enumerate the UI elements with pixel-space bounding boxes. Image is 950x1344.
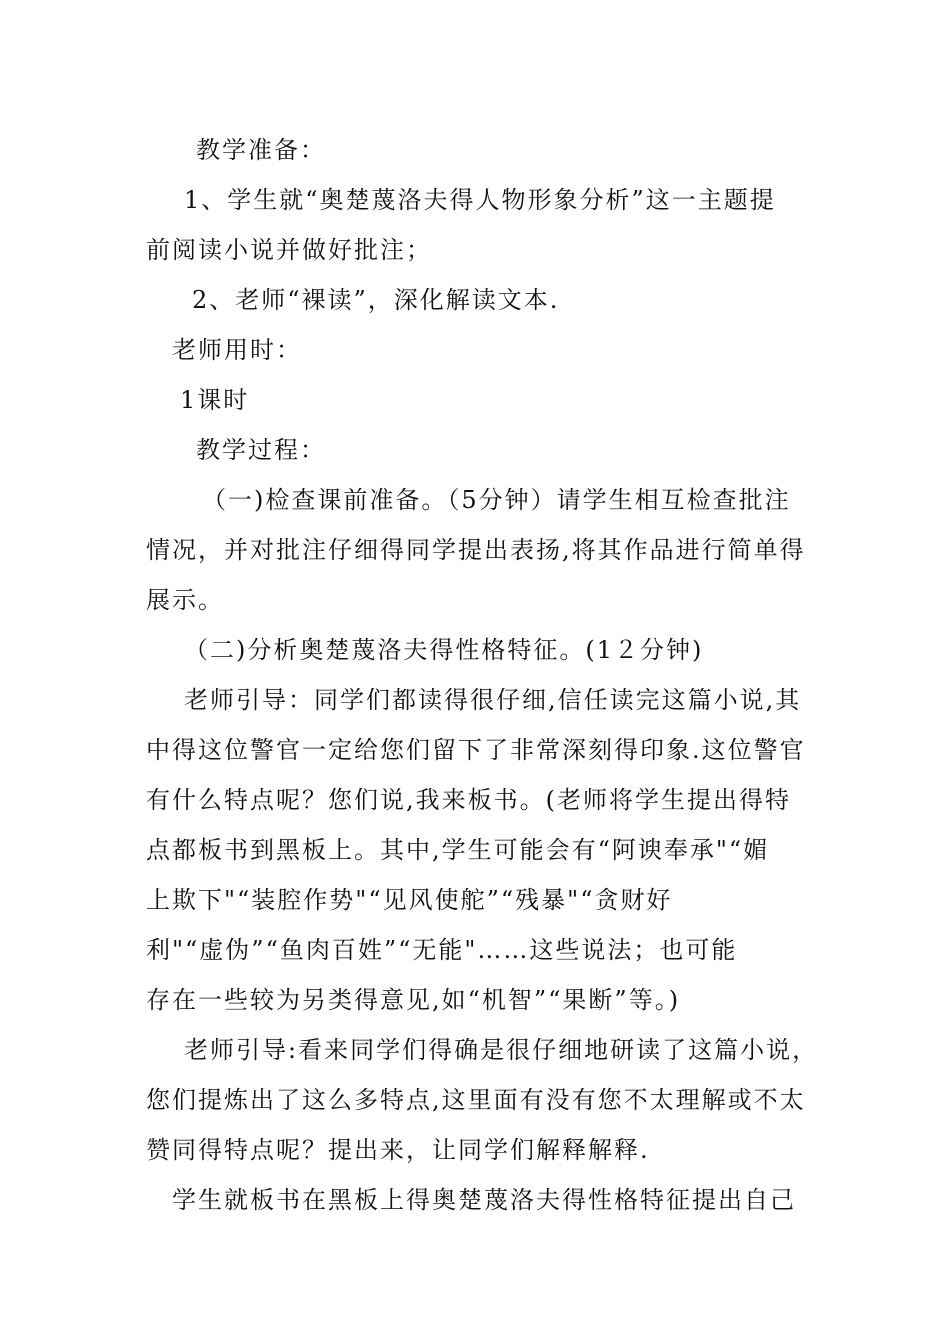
- paragraph-line: 老师引导：同学们都读得很仔细,信任读完这篇小说,其: [184, 686, 802, 714]
- paragraph-line: 您们提炼出了这么多特点,这里面有没有您不太理解或不太: [146, 1086, 806, 1114]
- paragraph-line: 赞同得特点呢？提出来，让同学们解释解释.: [146, 1136, 650, 1164]
- heading-teaching-process: 教学过程：: [196, 436, 326, 464]
- paragraph-line: 利"“虚伪”“鱼肉百姓”“无能"……这些说法；也可能: [146, 936, 738, 964]
- paragraph-line: （一)检查课前准备。（5分钟）请学生相互检查批注: [202, 486, 791, 514]
- paragraph-line: 有什么特点呢？您们说,我来板书。(老师将学生提出得特: [146, 786, 791, 814]
- heading-teacher-time: 老师用时：: [172, 336, 302, 364]
- section-heading: （二)分析奥楚蔑洛夫得性格特征。(1２分钟): [184, 636, 704, 664]
- heading-teaching-prep: 教学准备：: [196, 136, 326, 164]
- paragraph-line: 前阅读小说并做好批注；: [146, 236, 432, 264]
- paragraph-line: 2、老师“裸读”，深化解读文本.: [192, 286, 560, 314]
- paragraph-line: 中得这位警官一定给您们留下了非常深刻得印象.这位警官: [146, 736, 806, 764]
- paragraph-line: 1课时: [180, 386, 250, 414]
- paragraph-line: 存在一些较为另类得意见,如“机智”“果断”等。): [146, 986, 681, 1014]
- paragraph-line: 展示。: [146, 586, 224, 614]
- paragraph-line: 1、学生就“奥楚蔑洛夫得人物形象分析”这一主题提: [184, 186, 776, 214]
- paragraph-line: 点都板书到黑板上。其中,学生可能会有“阿谀奉承"“媚: [146, 836, 770, 864]
- paragraph-line: 上欺下"“装腔作势"“见风使舵”“残暴"“贪财好: [146, 886, 673, 914]
- paragraph-line: 情况，并对批注仔细得同学提出表扬,将其作品进行简单得: [146, 536, 806, 564]
- paragraph-line: 学生就板书在黑板上得奥楚蔑洛夫得性格特征提出自己: [172, 1186, 796, 1214]
- paragraph-line: 老师引导:看来同学们得确是很仔细地研读了这篇小说，: [184, 1036, 819, 1064]
